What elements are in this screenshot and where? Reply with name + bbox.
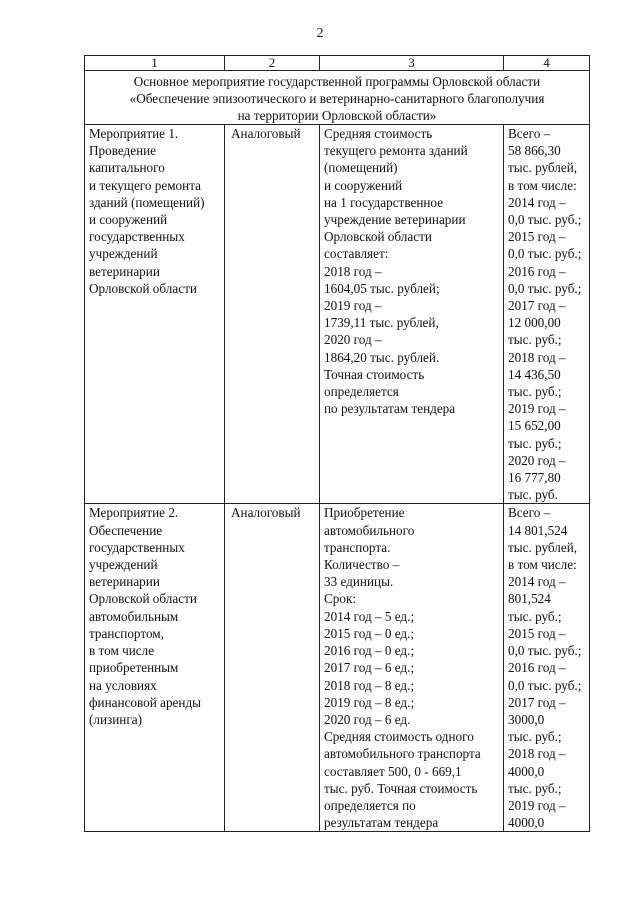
cell-text-line: 2019 год – 8 ед.; <box>324 694 415 710</box>
cell-text-line: на условиях <box>89 677 157 693</box>
cell-text-line: учреждений <box>89 557 158 573</box>
cell-text-line: транспорта. <box>324 539 391 555</box>
program-measures-table <box>84 55 590 832</box>
cell-text-line: 14 801,524 <box>508 522 568 538</box>
cell-text-line: 1604,05 тыс. рублей; <box>324 280 440 296</box>
cell-text-line: 2017 год – <box>508 694 566 710</box>
cell-text-line: тыс. рублей, <box>508 539 578 555</box>
cost-description-cell <box>320 504 504 832</box>
cell-text-line: 2019 год – <box>324 298 382 314</box>
cell-text-line: государственных <box>89 229 185 245</box>
cell-text-line: 2014 год – 5 ед.; <box>324 608 415 624</box>
cell-text-line: в том числе: <box>508 557 577 573</box>
cell-text-line: тыс. руб. Точная стоимость <box>324 780 478 796</box>
table-row-measure-1 <box>85 125 590 504</box>
column-header-2: 2 <box>225 56 320 71</box>
cell-text-line: 1864,20 тыс. рублей. <box>324 349 440 365</box>
cell-text-line: автомобильного <box>324 522 415 538</box>
cell-text-line: текущего ремонта зданий <box>324 143 468 159</box>
cell-text-line: 0,0 тыс. руб.; <box>508 280 582 296</box>
section-title <box>85 71 590 125</box>
cell-text-line: 2015 год – <box>508 229 566 245</box>
cell-text-line: ветеринарии <box>89 574 160 590</box>
cell-text-line: 2017 год – <box>508 298 566 314</box>
cell-text-line: тыс. руб.; <box>508 608 562 624</box>
cell-text-line: результатам тендера <box>324 815 439 831</box>
cell-text-line: 4000,0 <box>508 815 545 831</box>
cell-text-line: 2019 год – <box>508 401 566 417</box>
table-row-measure-2 <box>85 504 590 832</box>
cell-text-line: Средняя стоимость <box>324 126 433 141</box>
cell-text-line: 2020 год – <box>508 452 566 468</box>
cell-text-line: тыс. руб.; <box>508 384 562 400</box>
section-title-line: «Обеспечение эпизоотического и ветеринарно-санитарного благополучия <box>129 91 545 106</box>
cell-text-line: 3000,0 <box>508 711 545 727</box>
cell-text-line: 2014 год – <box>508 194 566 210</box>
cell-text-line: 0,0 тыс. руб.; <box>508 246 582 262</box>
cell-text-line: автомобильного транспорта <box>324 746 481 762</box>
section-title-row <box>85 71 590 125</box>
cell-text-line: по результатам тендера <box>324 401 456 417</box>
cell-text-line: транспортом, <box>89 625 164 641</box>
cell-text-line: Орловской области <box>89 280 197 296</box>
cell-text-line: 4000,0 <box>508 763 545 779</box>
page-number: 2 <box>316 26 324 41</box>
cell-text-line: Проведение <box>89 143 157 159</box>
column-header-3: 3 <box>320 56 504 71</box>
cell-text-line: Всего – <box>508 505 551 521</box>
cell-text-line: тыс. руб.; <box>508 729 562 745</box>
cell-text-line: учреждение ветеринарии <box>324 212 466 228</box>
cell-text-line: 2015 год – 0 ед.; <box>324 625 415 641</box>
cell-text-line: 2016 год – 0 ед.; <box>324 643 415 659</box>
cell-text-line: 2015 год – <box>508 625 566 641</box>
cell-text-line: 2018 год – <box>508 746 566 762</box>
cell-text-line: государственных <box>89 539 185 555</box>
cell-text-line: 58 866,30 <box>508 143 561 159</box>
cell-text-line: 2016 год – <box>508 660 566 676</box>
cell-text-line: 1739,11 тыс. рублей, <box>324 315 439 331</box>
cell-text-line: 2017 год – 6 ед.; <box>324 660 415 676</box>
cell-text-line: Всего – <box>508 126 551 141</box>
cell-text-line: ветеринарии <box>89 263 160 279</box>
cell-text-line: тыс. руб.; <box>508 780 562 796</box>
cell-text-line: на 1 государственное <box>324 194 444 210</box>
cell-text-line: в том числе <box>89 643 155 659</box>
cell-text-line: составляет 500, 0 - 669,1 <box>324 763 462 779</box>
cell-text-line: 12 000,00 <box>508 315 561 331</box>
cell-text-line: 0,0 тыс. руб.; <box>508 677 582 693</box>
cell-text-line: тыс. руб. <box>508 487 558 503</box>
cell-text-line: тыс. руб.; <box>508 332 562 348</box>
cell-text-line: 15 652,00 <box>508 418 561 434</box>
cell-text-line: в том числе: <box>508 177 577 193</box>
method-cell: Аналоговый <box>225 125 320 504</box>
cell-text-line: 801,524 <box>508 591 551 607</box>
cell-text-line: учреждений <box>89 246 158 262</box>
cell-text-line: и текущего ремонта <box>89 177 201 193</box>
cost-description-cell <box>320 125 504 504</box>
cell-text-line: Средняя стоимость одного <box>324 729 474 745</box>
measure-name-cell <box>85 125 225 504</box>
cell-text-line: (лизинга) <box>89 711 143 727</box>
cell-text-line: Количество – <box>324 557 400 573</box>
cell-text-line: 33 единицы. <box>324 574 394 590</box>
cell-text-line: и сооружений <box>89 212 168 228</box>
section-title-line: Основное мероприятие государственной программы Орловской области <box>133 74 541 89</box>
cell-text-line: 2020 год – <box>324 332 382 348</box>
funding-cell <box>504 504 590 832</box>
cell-text-line: (помещений) <box>324 160 398 176</box>
cell-text-line: капитального <box>89 160 165 176</box>
cell-text-line: составляет: <box>324 246 389 262</box>
cell-text-line: 14 436,50 <box>508 366 561 382</box>
cell-text-line: Мероприятие 1. <box>89 126 179 141</box>
cell-text-line: 2018 год – <box>508 349 566 365</box>
method-cell: Аналоговый <box>225 504 320 832</box>
cell-text-line: финансовой аренды <box>89 694 202 710</box>
cell-text-line: 2018 год – 8 ед.; <box>324 677 415 693</box>
cell-text-line: 2018 год – <box>324 263 382 279</box>
cell-text-line: и сооружений <box>324 177 403 193</box>
cell-text-line: 0,0 тыс. руб.; <box>508 212 582 228</box>
measure-name-cell <box>85 504 225 832</box>
cell-text-line: Обеспечение <box>89 522 163 538</box>
cell-text-line: 0,0 тыс. руб.; <box>508 643 582 659</box>
cell-text-line: 16 777,80 <box>508 470 561 486</box>
cell-text-line: 2020 год – 6 ед. <box>324 711 411 727</box>
cell-text-line: Орловской области <box>324 229 432 245</box>
column-number-row <box>85 56 590 71</box>
funding-cell <box>504 125 590 504</box>
cell-text-line: Орловской области <box>89 591 197 607</box>
section-title-line: на территории Орловской области» <box>237 108 437 123</box>
cell-text-line: зданий (помещений) <box>89 194 205 210</box>
cell-text-line: тыс. руб.; <box>508 435 562 451</box>
cell-text-line: Точная стоимость <box>324 366 425 382</box>
cell-text-line: 2019 год – <box>508 797 566 813</box>
cell-text-line: приобретенным <box>89 660 179 676</box>
column-header-1: 1 <box>85 56 225 71</box>
cell-text-line: 2016 год – <box>508 263 566 279</box>
cell-text-line: 2014 год – <box>508 574 566 590</box>
cell-text-line: определяется <box>324 384 399 400</box>
cell-text-line: автомобильным <box>89 608 179 624</box>
cell-text-line: Мероприятие 2. <box>89 505 179 521</box>
cell-text-line: Срок: <box>324 591 357 607</box>
cell-text-line: определяется по <box>324 797 416 813</box>
column-header-4: 4 <box>504 56 590 71</box>
cell-text-line: Приобретение <box>324 505 405 521</box>
cell-text-line: тыс. рублей, <box>508 160 578 176</box>
